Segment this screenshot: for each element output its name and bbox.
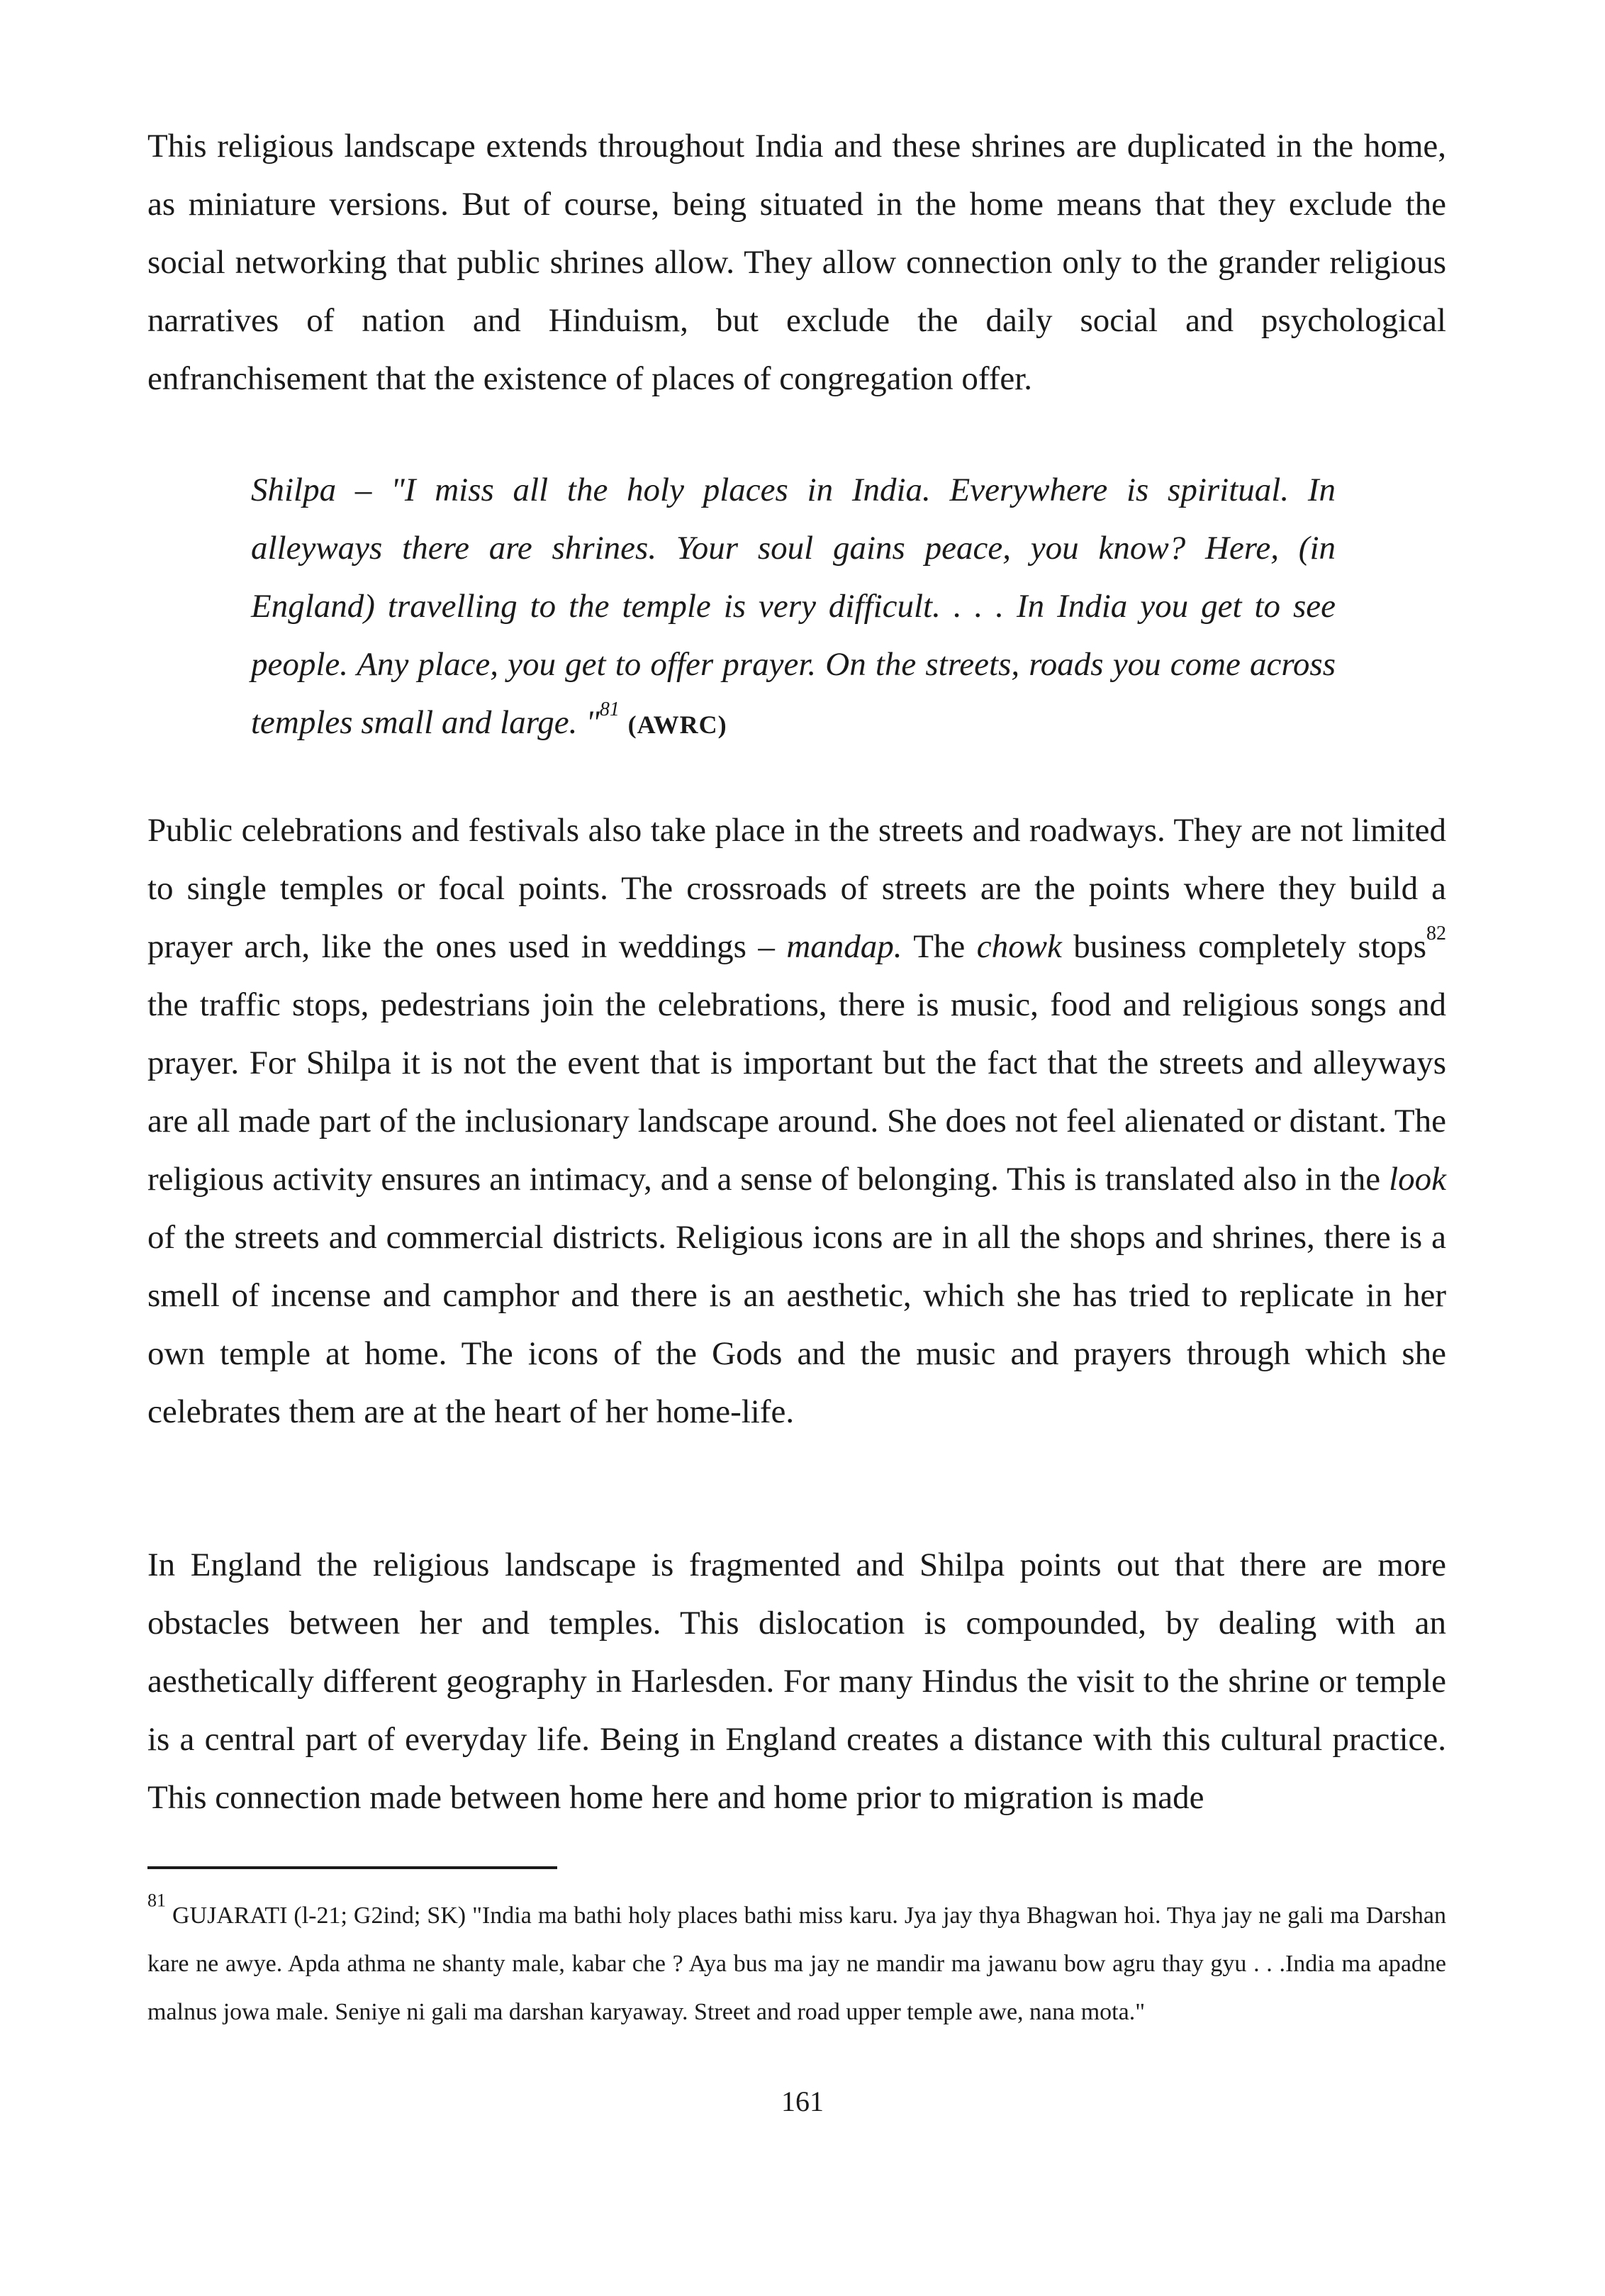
paragraph-text: The xyxy=(902,928,977,965)
paragraph-text: Public celebrations and festivals also take place in the streets and roadways. They are not limited to single temples or focal points. The crossroads of streets are the points where they build a prayer arch, like the ones used in weddings – xyxy=(147,812,1446,965)
paragraph-public-celebrations xyxy=(147,801,1446,1441)
quote-attribution: (AWRC) xyxy=(627,710,727,739)
footnote-ref-82: 82 xyxy=(1426,922,1447,944)
footnote-ref-81: 81 xyxy=(599,698,620,720)
term-mandap: mandap. xyxy=(786,928,902,965)
page-number: 161 xyxy=(781,2085,824,2117)
paragraph-religious-landscape: This religious landscape extends throughout India and these shrines are duplicated in the home, as miniature versions. But of course, being situated in the home means that they exclude the social networking that public shrines allow. They allow connection only to the grander religious narratives of nation and Hinduism, but exclude the daily social and psychological enfranchisement that the existence of places of congregation offer. xyxy=(147,128,1446,397)
footnote-81 xyxy=(147,1892,1446,2036)
footnote-text: GUJARATI (l-21; G2ind; SK) "India ma bathi holy places bathi miss karu. Jya jay thya Bhagwan hoi. Thya jay ne gali ma Darshan kare ne awye. Apda athma ne shanty male, kabar che ? Aya bus ma jay ne mandir ma jawanu bow agru thay gyu . . .India ma apadne malnus jowa male. Seniye ni gali ma darshan karyaway. Street and road upper temple awe, nana mota." xyxy=(147,1902,1447,2025)
block-quote-shilpa xyxy=(251,461,1336,754)
footnote-number: 81 xyxy=(147,1890,166,1911)
term-look: look xyxy=(1389,1161,1446,1198)
paragraph-text: the traffic stops, pedestrians join the celebrations, there is music, food and religious songs and prayer. For Shilpa it is not the event that is important but the fact that the streets and alleyways are all made part of the inclusionary landscape around. She does not feel alienated or distant. The religious activity ensures an intimacy, and a sense of belonging. This is translated also in the xyxy=(147,986,1446,1198)
paragraph-england-landscape: In England the religious landscape is fragmented and Shilpa points out that there are more obstacles between her and temples. This dislocation is compounded, by dealing with an aesthetically different geography in Harlesden. For many Hindus the visit to the shrine or temple is a central part of everyday life. Being in England creates a distance with this cultural practice. This connection made between home here and home prior to migration is made xyxy=(147,1547,1446,1816)
paragraph-text: of the streets and commercial districts. Religious icons are in all the shops and shrines, there is a smell of incense and camphor and there is an aesthetic, which she has tried to replicate in her own temple at home. The icons of the Gods and the music and prayers through which she celebrates them are at the heart of her home-life. xyxy=(147,1219,1446,1430)
term-chowk: chowk xyxy=(976,928,1062,965)
paragraph-text: business completely stops xyxy=(1061,928,1427,965)
quote-text: Shilpa – "I miss all the holy places in India. Everywhere is spiritual. In alleyways there are shrines. Your soul gains peace, you know? Here, (in England) travelling to the temple is very difficult. . . . In India you get to see people. Any place, you get to offer prayer. On the streets, roads you come across temples small and large. " xyxy=(251,472,1336,741)
footnote-separator xyxy=(147,1866,557,1869)
